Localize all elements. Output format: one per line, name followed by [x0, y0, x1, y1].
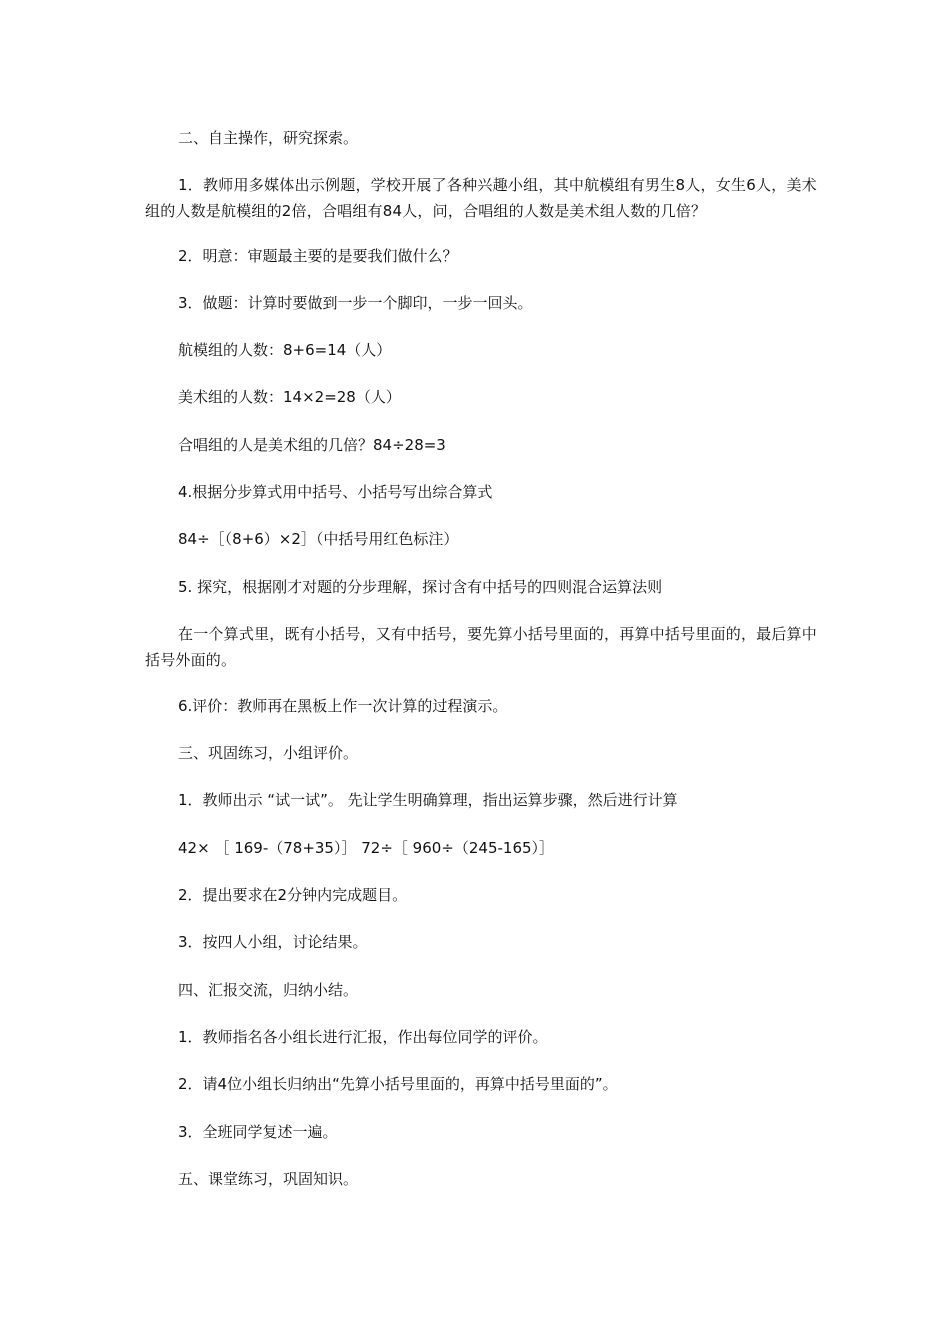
- paragraph-example-problem: 1．教师用多媒体出示例题，学校开展了各种兴趣小组，其中航模组有男生8人，女生6人，美术组的人数是航模组的2倍，合唱组有84人，问，合唱组的人数是美术组人数的几倍？: [145, 176, 817, 220]
- paragraph-group-discussion: 3．按四人小组，讨论结果。: [178, 933, 368, 951]
- paragraph-time-requirement: 2．提出要求在2分钟内完成题目。: [178, 886, 408, 904]
- paragraph-explore: 5. 探究，根据刚才对题的分步理解，探讨含有中括号的四则混合运算法则: [178, 578, 663, 596]
- paragraph-summarize: 2．请4位小组长归纳出“先算小括号里面的，再算中括号里面的”。: [178, 1075, 618, 1093]
- paragraph-repeat: 3．全班同学复述一遍。: [178, 1123, 338, 1141]
- calc-model-group: 航模组的人数：8+6=14（人）: [178, 341, 392, 359]
- paragraph-evaluation: 6.评价：教师再在黑板上作一次计算的过程演示。: [178, 697, 508, 715]
- combined-formula: 84÷［（8+6）×2］（中括号用红色标注）: [178, 530, 459, 548]
- section-heading-5: 五、课堂练习，巩固知识。: [178, 1170, 359, 1188]
- paragraph-report: 1．教师指名各小组长进行汇报，作出每位同学的评价。: [178, 1028, 548, 1046]
- paragraph-understand: 2．明意：审题最主要的是要我们做什么？: [178, 247, 458, 265]
- paragraph-combined-formula: 4.根据分步算式用中括号、小括号写出综合算式: [178, 483, 493, 501]
- calc-choir-ratio: 合唱组的人是美术组的几倍？84÷28=3: [178, 436, 446, 454]
- section-heading-2: 二、自主操作，研究探索。: [178, 129, 359, 147]
- paragraph-solve: 3．做题：计算时要做到一步一个脚印，一步一回头。: [178, 294, 533, 312]
- paragraph-try-it: 1．教师出示 “试一试”。 先让学生明确算理，指出运算步骤，然后进行计算: [178, 791, 678, 809]
- calc-art-group: 美术组的人数：14×2=28（人）: [178, 388, 401, 406]
- section-heading-4: 四、汇报交流，归纳小结。: [178, 981, 359, 999]
- section-heading-3: 三、巩固练习，小组评价。: [178, 744, 359, 762]
- practice-expressions: 42× ［ 169-（78+35）］ 72÷［ 960÷（245-165）］: [178, 839, 555, 857]
- paragraph-rule: 在一个算式里，既有小括号，又有中括号，要先算小括号里面的，再算中括号里面的，最后算中括号外面的。: [145, 625, 817, 669]
